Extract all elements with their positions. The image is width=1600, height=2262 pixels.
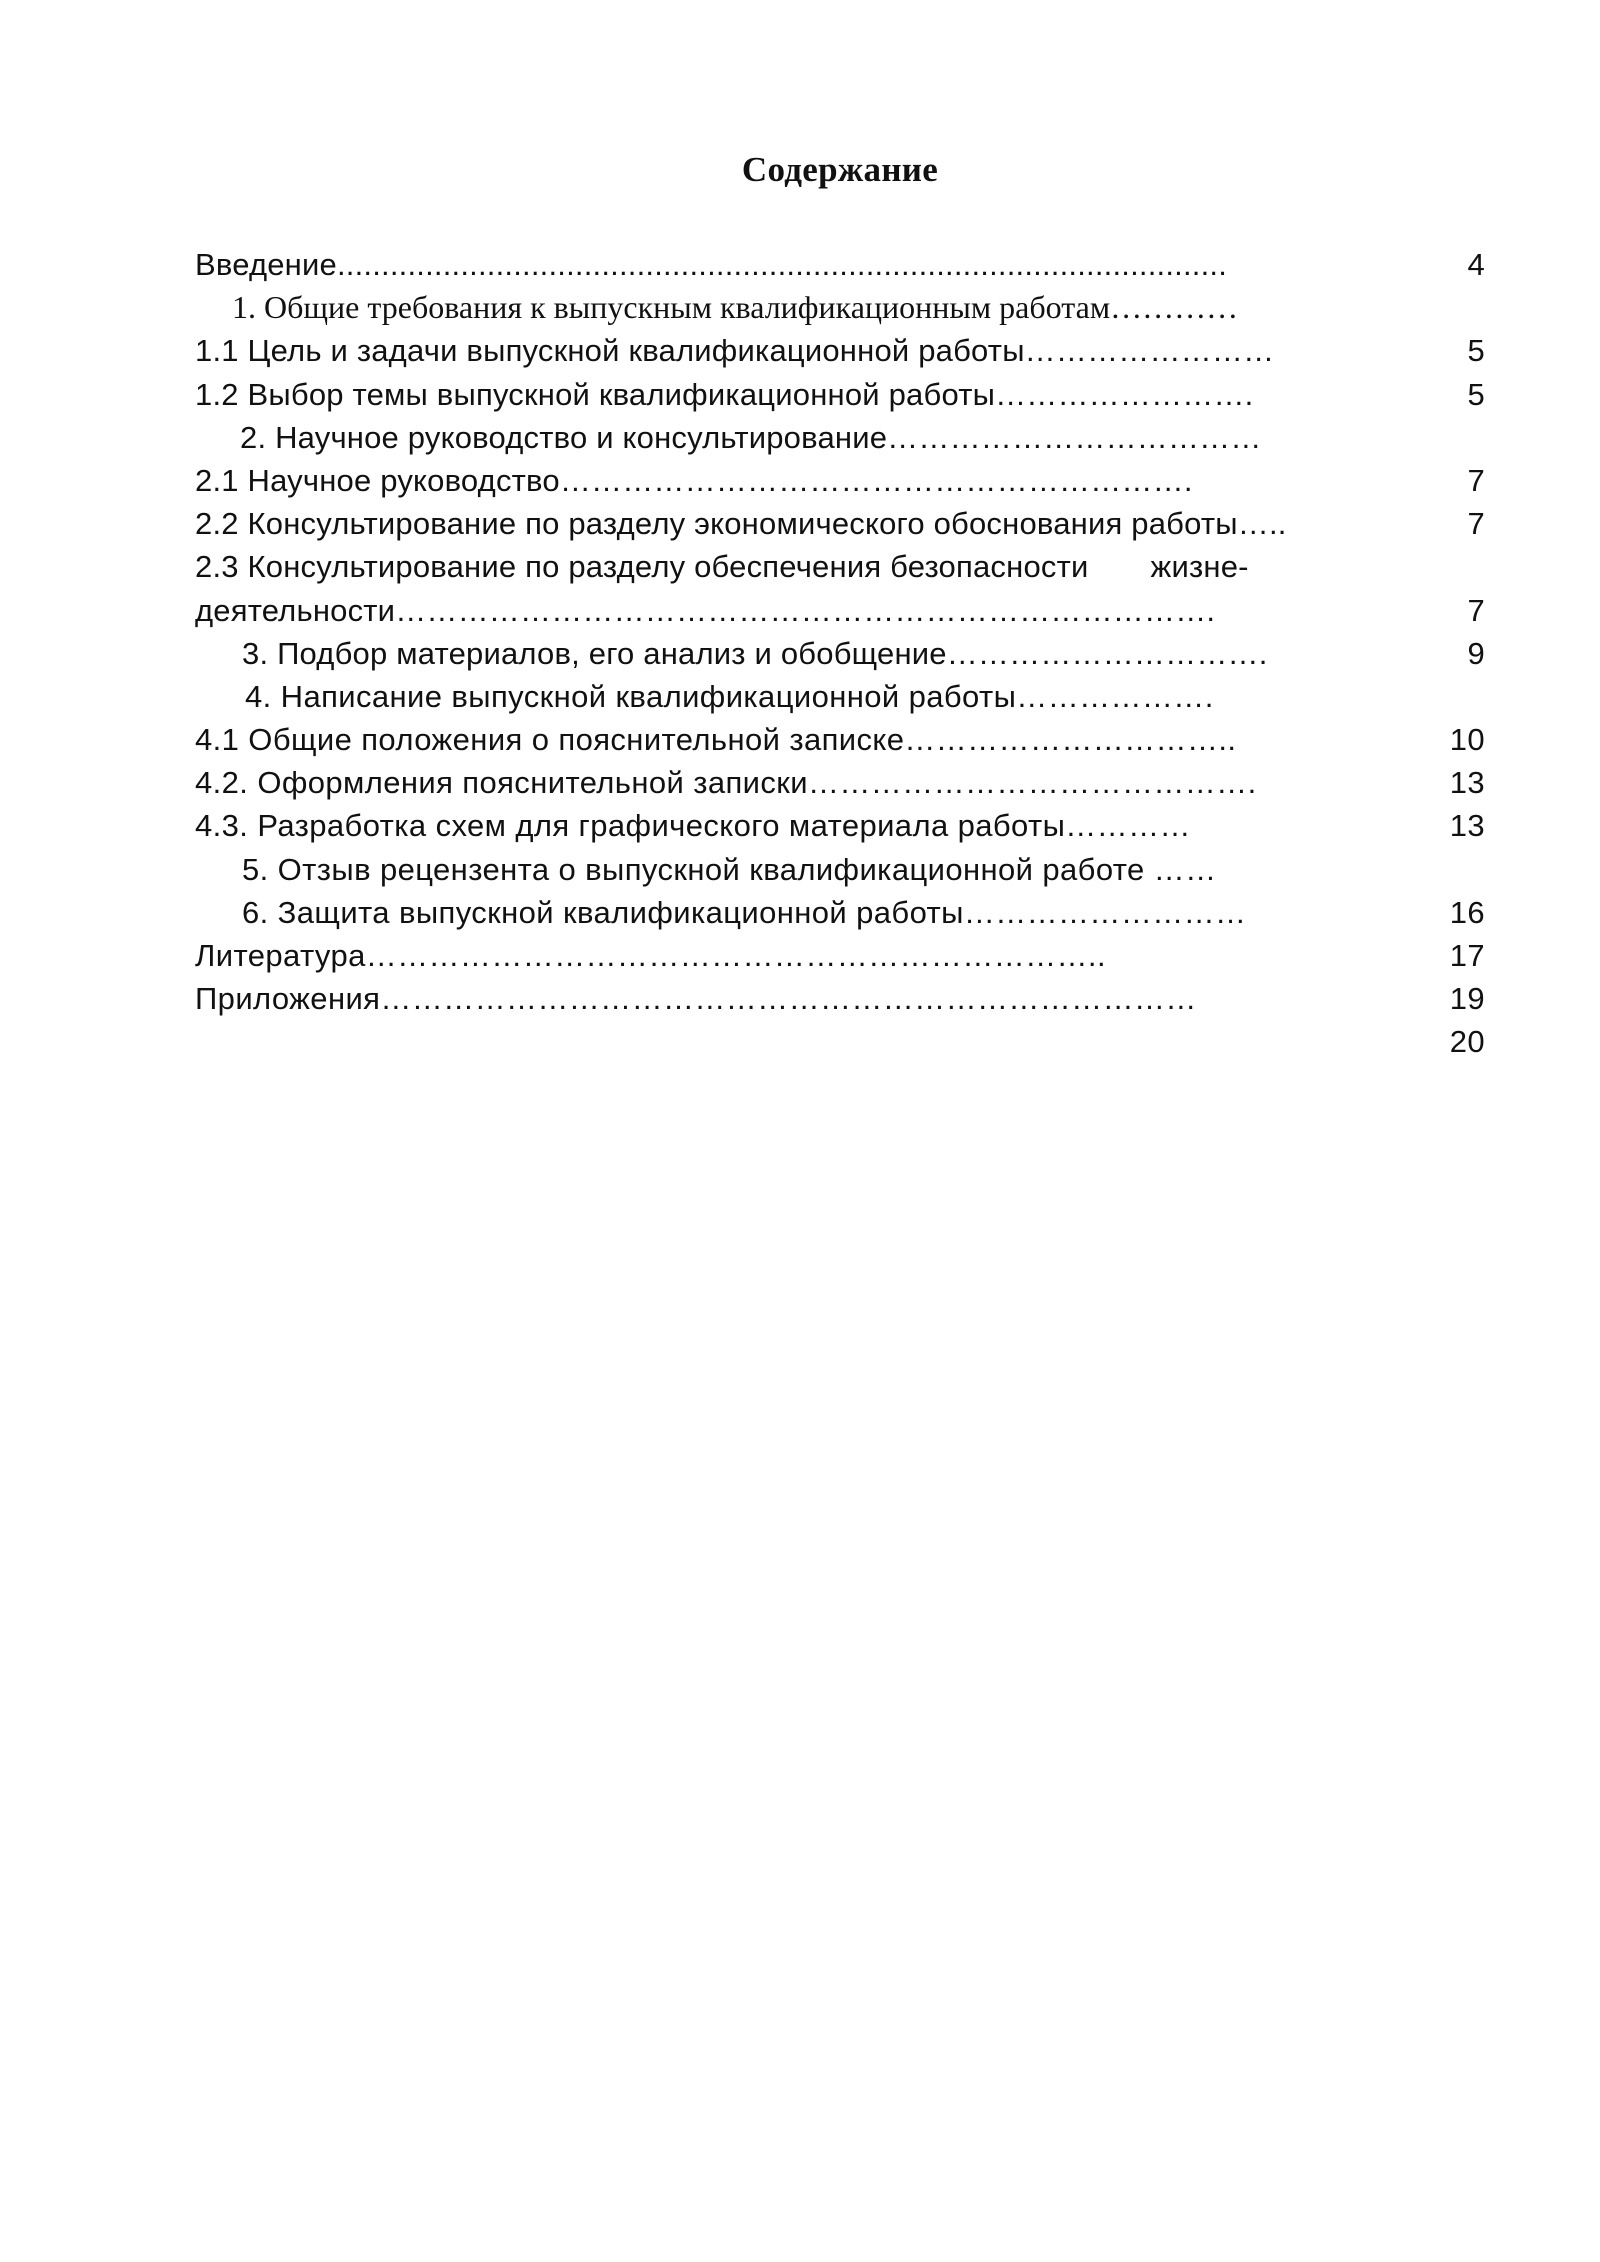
toc-entry	[195, 286, 1485, 329]
toc-entry-page: 13	[1449, 808, 1485, 844]
toc-entry-text: 2.1 Научное руководство…………………………………………………….	[195, 462, 1193, 498]
toc-entry	[195, 589, 1485, 632]
toc-entry-text: 4.2. Оформления пояснительной записки…………………………………….	[195, 765, 1257, 801]
toc-entry-page: 4	[1467, 247, 1485, 282]
toc-entry-page: 10	[1449, 722, 1485, 758]
toc-entry-page: 7	[1467, 592, 1485, 628]
toc-entry-page: 7	[1467, 506, 1485, 542]
toc-entry-text: 2.2 Консультирование по разделу экономического обоснования работы…..	[195, 506, 1287, 542]
toc-entry-text: Литература……………………………………………………………..	[195, 938, 1106, 973]
toc-entry-text: 4. Написание выпускной квалификационной работы……………….	[245, 678, 1214, 714]
toc-entry	[195, 848, 1485, 891]
toc-entry	[195, 632, 1485, 675]
toc-entry-text: 1.1 Цель и задачи выпускной квалификационной работы……………………	[195, 333, 1275, 369]
toc-entry-text-wrapped	[195, 545, 1249, 588]
toc-entry-page: 20	[1449, 1024, 1485, 1060]
toc-entry-text: 6. Защита выпускной квалификационной работы………………………	[242, 894, 1247, 930]
toc-entry-text: 4.3. Разработка схем для графического материала работы…………	[195, 808, 1191, 844]
toc-entry	[195, 804, 1485, 847]
toc-entry	[195, 329, 1485, 372]
toc-entry-text: деятельности…………………………………………………………………….	[195, 592, 1216, 628]
toc-entry	[195, 977, 1485, 1020]
toc-entry-text: 3. Подбор материалов, его анализ и обобщение………………………….	[242, 635, 1268, 671]
toc-entry-page: 7	[1467, 462, 1485, 498]
toc-entry	[195, 675, 1485, 718]
toc-entry	[195, 1020, 1485, 1063]
toc-entry-text: Приложения……………………………………………………………………	[195, 981, 1197, 1017]
toc-entry	[195, 934, 1485, 977]
toc-entry-page: 13	[1449, 765, 1485, 801]
toc-entry-text: 1.2 Выбор темы выпускной квалификационной работы…………………….	[195, 376, 1254, 412]
toc-entry	[195, 718, 1485, 761]
toc-entry-page: 5	[1467, 333, 1485, 369]
toc-entry-page: 19	[1449, 981, 1485, 1017]
page-title: Содержание	[741, 150, 939, 189]
toc-entry-text: 1. Общие требования к выпускным квалификационным работам…………	[232, 289, 1239, 326]
toc-entry-text: 2. Научное руководство и консультирование………………………………	[240, 419, 1262, 455]
toc-entry-text: 4.1 Общие положения о пояснительной записке…………………………..	[195, 722, 1237, 758]
toc-entry-text-continued: жизне-	[1150, 549, 1249, 585]
toc-entry	[195, 761, 1485, 804]
toc-entry	[195, 416, 1485, 459]
toc-entry-text: 2.3 Консультирование по разделу обеспечения безопасности	[195, 549, 1089, 585]
toc-entry-page: 16	[1449, 894, 1485, 930]
toc-entry	[195, 243, 1485, 286]
toc-entry-page: 17	[1449, 938, 1485, 973]
toc-entry	[195, 891, 1485, 934]
toc-entry-text: Введение.....................................................................................................	[195, 247, 1228, 282]
toc-entry-text: 5. Отзыв рецензента о выпускной квалификационной работе ……	[242, 851, 1217, 887]
toc-entry	[195, 545, 1485, 588]
toc-entry-page: 9	[1467, 635, 1485, 671]
toc-entry-page: 5	[1467, 376, 1485, 412]
table-of-contents	[195, 243, 1485, 1064]
toc-entry	[195, 373, 1485, 416]
toc-entry	[195, 459, 1485, 502]
toc-entry	[195, 502, 1485, 545]
